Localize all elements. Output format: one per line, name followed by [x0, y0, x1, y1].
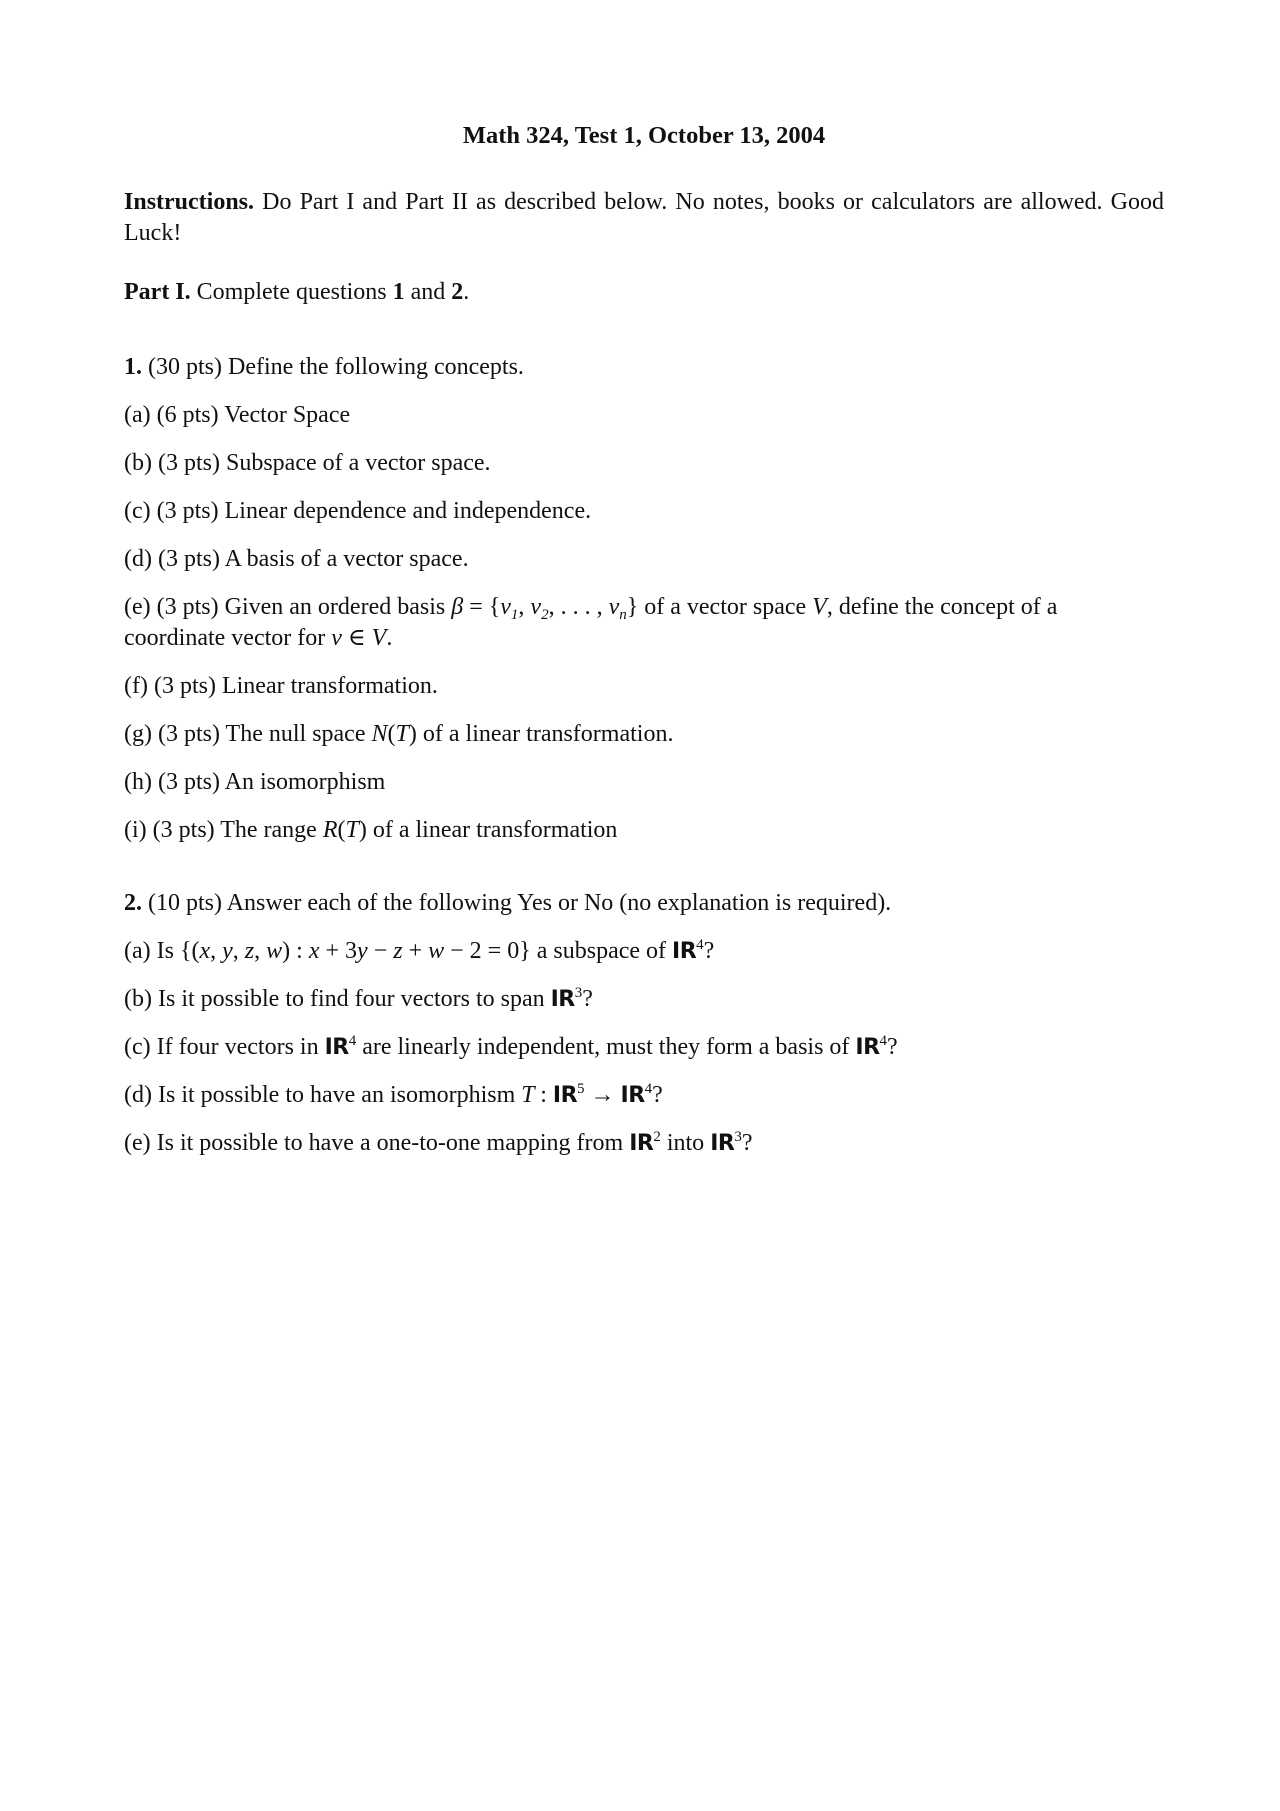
question-1e-text-post: , define the concept of a coordinate vector for: [124, 594, 1058, 651]
question-1: [124, 352, 1164, 383]
page-title: Math 324, Test 1, October 13, 2004: [462, 122, 826, 149]
r3-symbol: IR: [550, 987, 575, 1012]
r3-symbol: IR: [710, 1131, 735, 1156]
question-2c: (c) If four vectors in $IR^4$ are linearly independent, must they form a basis of $IR^4$?: [124, 1033, 898, 1060]
r4-symbol: IR: [324, 1035, 349, 1060]
part-one-text-b: and: [410, 279, 446, 305]
r2-symbol: IR: [629, 1131, 654, 1156]
question-2e: (e) Is it possible to have a one-to-one mapping from $IR^2$ into $IR^3$?: [124, 1129, 753, 1156]
r4-symbol: IR: [855, 1035, 880, 1060]
question-1i: [124, 815, 1164, 846]
question-2a: (a) Is {(x, y, z, w) : x + 3y − z + w − 2 = 0} a subspace of $IR^4$?: [124, 937, 715, 964]
part-one-heading: [124, 277, 1164, 308]
question-2e-text-mid: into: [666, 1130, 705, 1156]
question-2d-text-pre: (d) Is it possible to have an isomorphism: [124, 1082, 516, 1108]
vector-space-symbol: V: [812, 594, 827, 620]
question-2b: (b) Is it possible to find four vectors to span $IR^3$?: [124, 985, 593, 1012]
question-1-number: 1.: [124, 354, 142, 380]
question-1e-text-mid: of a vector space: [644, 594, 807, 620]
question-2c-text-pre: (c) If four vectors in: [124, 1034, 319, 1060]
question-1h: (h) (3 pts) An isomorphism: [124, 769, 386, 795]
question-1g-text-pre: (g) (3 pts) The null space: [124, 721, 366, 747]
part-one-num1: 1: [392, 279, 405, 305]
membership-formula: v ∈ V: [331, 625, 387, 651]
instructions-label: Instructions.: [124, 189, 255, 215]
question-1e: (e) (3 pts) Given an ordered basis $\beta = \{v_1$, $v_2$, . . . , $v_n$} of a vector space V, define the concept of a coordinate vector for v ∈ V.: [124, 594, 1058, 651]
instructions-text: Do Part I and Part II as described below. No notes, books or calculators are allowed. Good Luck!: [124, 189, 1164, 246]
exam-page: [124, 110, 1164, 1159]
question-1a: (a) (6 pts) Vector Space: [124, 402, 351, 428]
question-1d: (d) (3 pts) A basis of a vector space.: [124, 546, 469, 572]
basis-formula: $\beta = \{v_1$, $v_2$, . . . , $v_n$}: [451, 594, 639, 623]
question-1-text: (30 pts) Define the following concepts.: [148, 354, 524, 380]
part-one-num2: 2: [451, 279, 464, 305]
question-2a-text-post: a subspace of: [536, 938, 667, 964]
isomorphism-formula: T : $IR^5 \to IR^4$: [521, 1081, 653, 1108]
null-space-symbol: N(T): [371, 721, 417, 747]
r4-symbol: IR: [672, 939, 697, 964]
part-one-label: Part I.: [124, 279, 191, 305]
question-2: [124, 888, 1164, 919]
question-2d: (d) Is it possible to have an isomorphism T : $IR^5 \to IR^4$?: [124, 1081, 663, 1108]
question-2-text: (10 pts) Answer each of the following Yes or No (no explanation is required).: [148, 890, 892, 916]
question-1e-text-pre: (e) (3 pts) Given an ordered basis: [124, 594, 446, 620]
question-1f: (f) (3 pts) Linear transformation.: [124, 673, 438, 699]
question-2e-text-pre: (e) Is it possible to have a one-to-one mapping from: [124, 1130, 624, 1156]
question-2b-text-pre: (b) Is it possible to find four vectors to span: [124, 986, 545, 1012]
question-1g-text-post: of a linear transformation.: [422, 721, 674, 747]
question-1i-text-pre: (i) (3 pts) The range: [124, 817, 317, 843]
question-1g: [124, 719, 1164, 750]
question-1i-text-post: of a linear transformation: [372, 817, 618, 843]
instructions: [124, 187, 1164, 249]
part-one-text-a: Complete questions: [196, 279, 387, 305]
question-2a-text-pre: (a) Is: [124, 938, 174, 964]
question-2-number: 2.: [124, 890, 142, 916]
question-1b: (b) (3 pts) Subspace of a vector space.: [124, 450, 491, 476]
range-symbol: R(T): [322, 817, 367, 843]
question-1c: (c) (3 pts) Linear dependence and independence.: [124, 498, 592, 524]
subspace-set-formula: {(x, y, z, w) : x + 3y − z + w − 2 = 0}: [179, 938, 531, 964]
question-2c-text-mid: are linearly independent, must they form a basis of: [362, 1034, 850, 1060]
part-one-text-c: .: [463, 279, 470, 305]
